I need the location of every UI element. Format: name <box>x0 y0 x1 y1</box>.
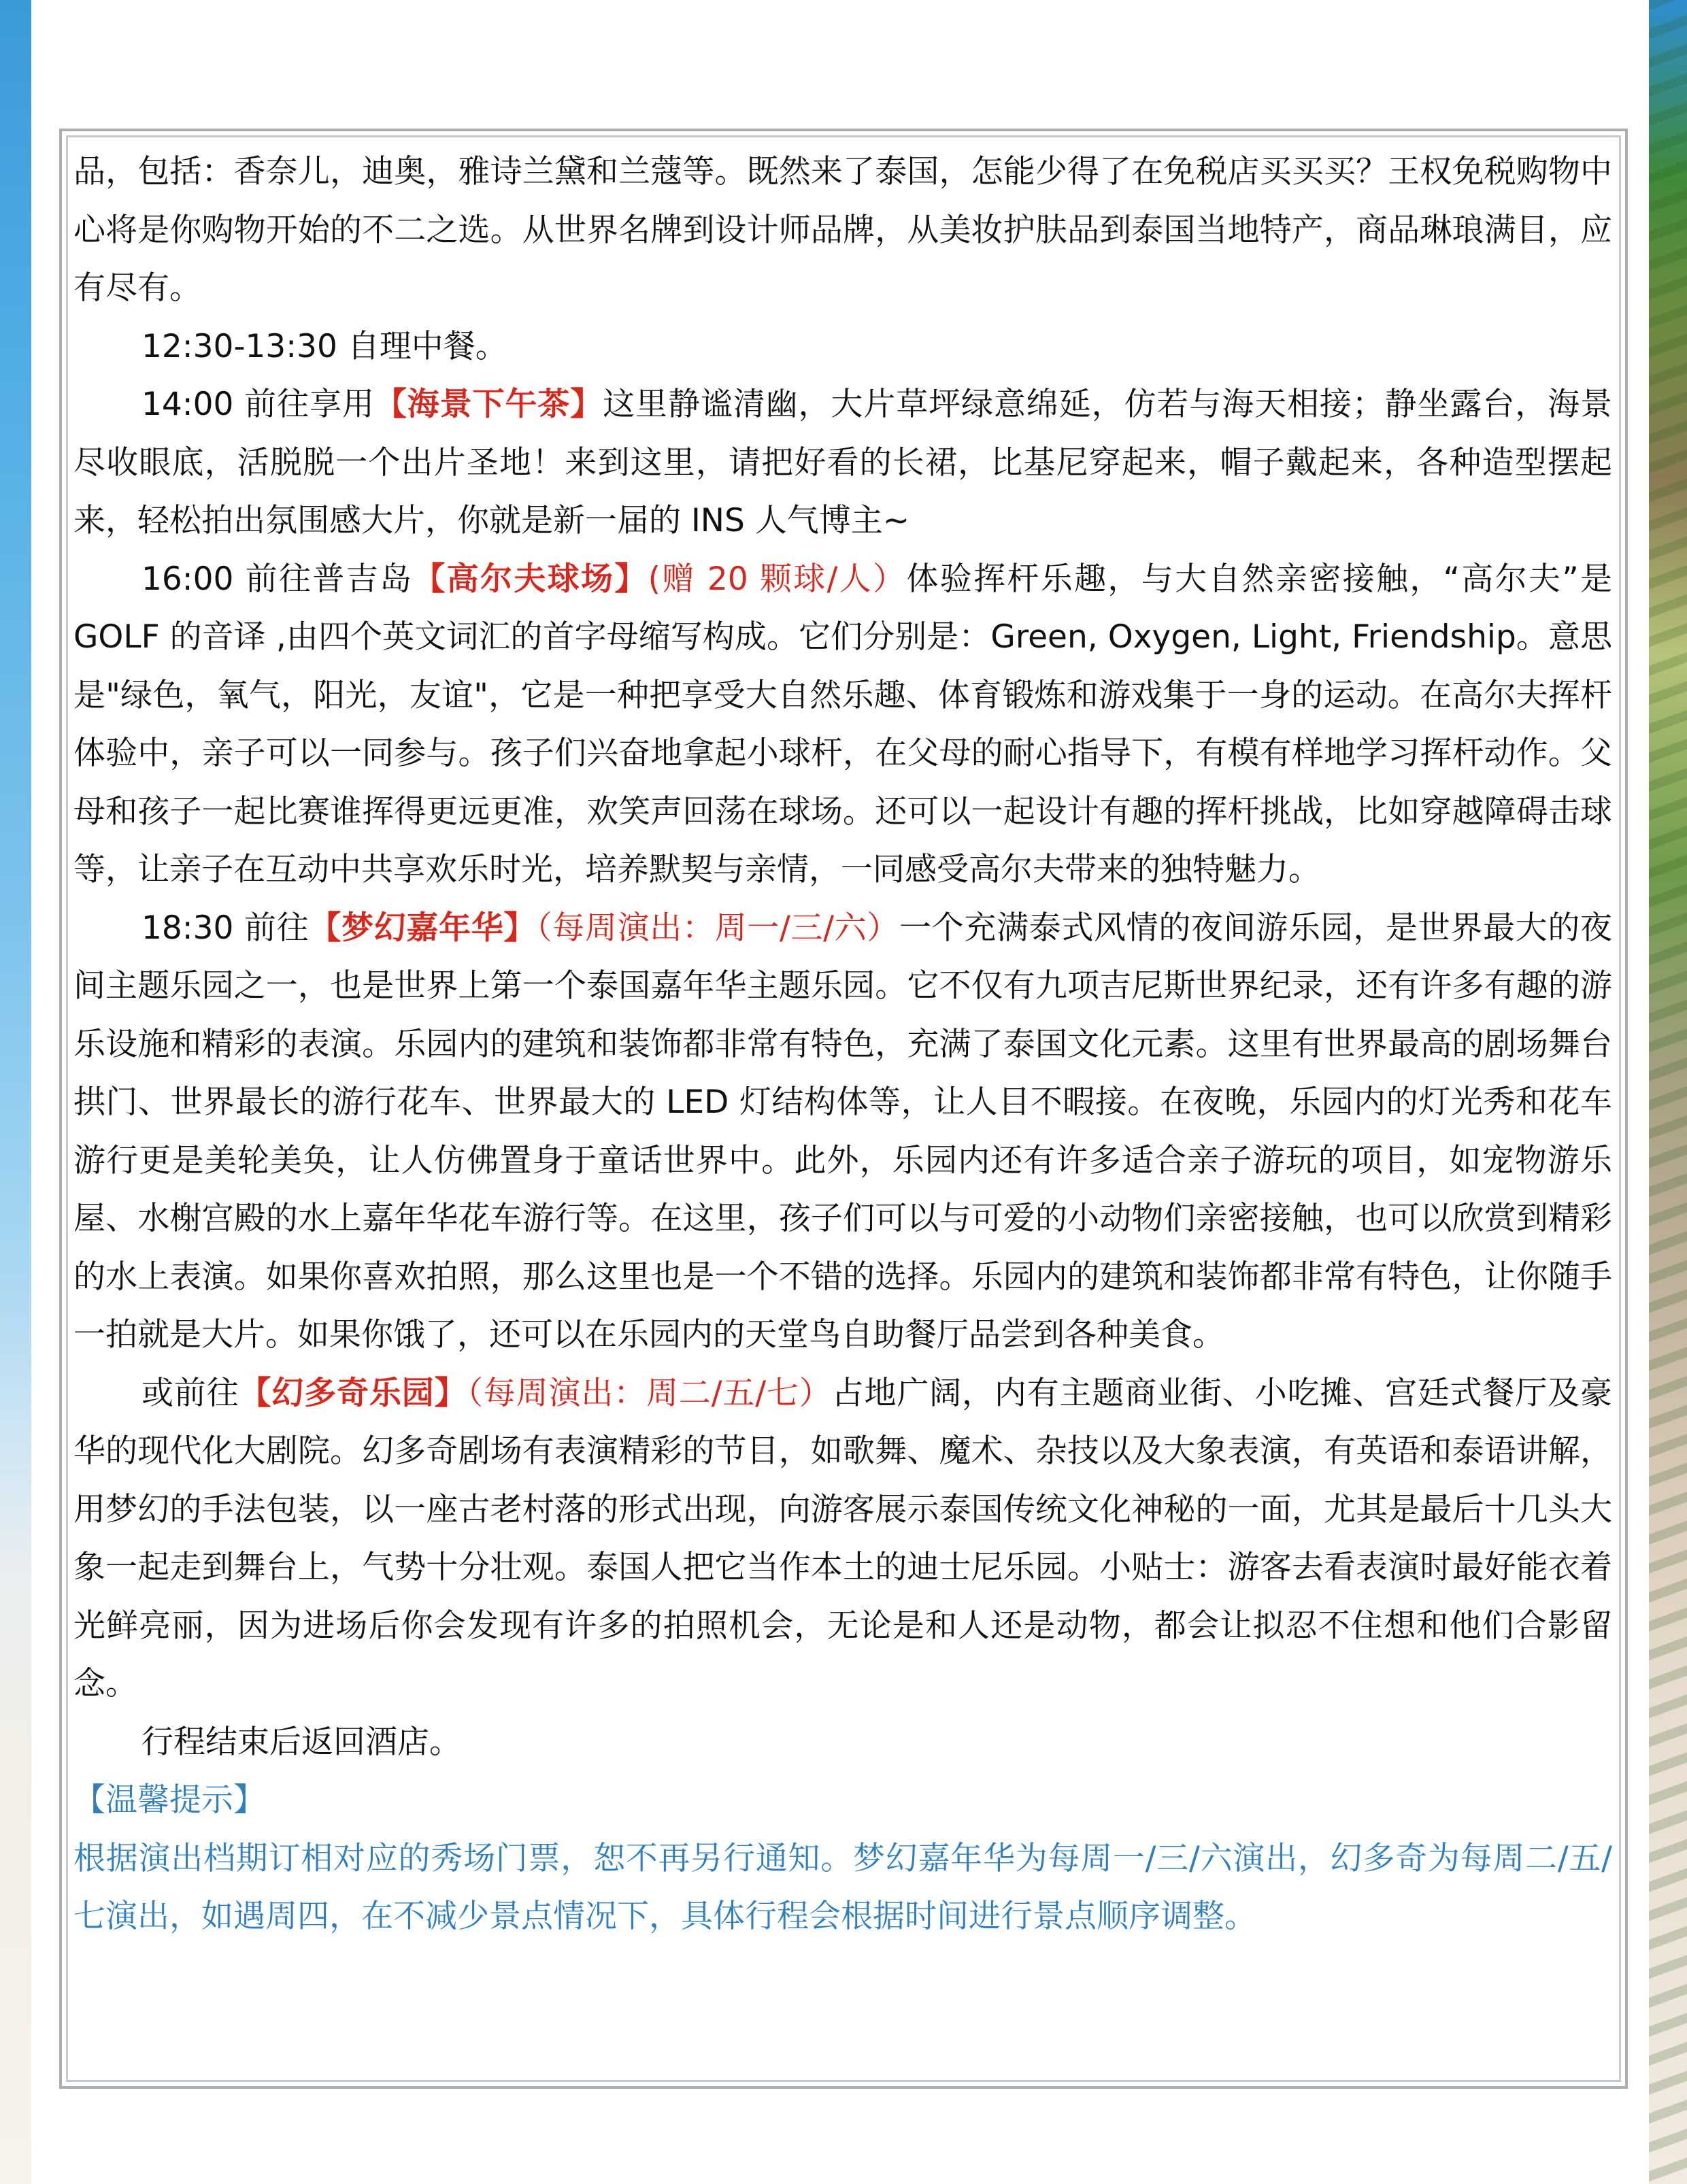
paragraph-return-hotel: 行程结束后返回酒店。 <box>141 1723 461 1761</box>
beach-strip-left <box>0 0 31 2184</box>
paragraph-shopping: 品，包括：香奈儿，迪奥，雅诗兰黛和兰蔻等。既然来了泰国，怎能少得了在免税店买买买？王权免税购物中心将是你购物开始的不二之选。从世界名牌到设计师品牌，从美妆护肤品到泰国当地特产，商品琳琅满目，应有尽有。 <box>73 153 1612 307</box>
highlight-afternoon-tea: 【海景下午茶】 <box>374 386 603 423</box>
paragraph-golf <box>73 550 1612 899</box>
paragraph-afternoon-tea <box>73 375 1612 550</box>
palm-strip-right <box>1649 0 1687 2184</box>
highlight-fantasea: 【幻多奇乐园】 <box>239 1374 467 1412</box>
paragraph-carnival <box>73 899 1612 1364</box>
time-lead: 18:30 前往 <box>141 909 310 947</box>
paragraph-lunch: 12:30-13:30 自理中餐。 <box>141 327 507 365</box>
carnival-note: （每周演出：周一/三/六） <box>536 909 899 947</box>
golf-note: (赠 20 颗球/人） <box>648 560 907 598</box>
golf-description: 体验挥杆乐趣，与大自然亲密接触，“高尔夫”是 GOLF 的音译 ,由四个英文词汇的首字母缩写构成。它们分别是：Green, Oxygen, Light, Friendship。意思是"绿色，氧气，阳光，友谊"，它是一种把享受大自然乐趣、体育锻炼和游戏集于一身的运动。在高尔夫挥杆体验中，亲子可以一同参与。孩子们兴奋地拿起小球杆，在父母的耐心指导下，有模有样地学习挥杆动作。父母和孩子一起比赛谁挥得更远更准，欢笑声回荡在球场。还可以一起设计有趣的挥杆挑战，比如穿越障碍击球等，让亲子在互动中共享欢乐时光，培养默契与亲情，一同感受高尔夫带来的独特魅力。 <box>73 560 1613 888</box>
fantasea-note: （每周演出：周二/五/七） <box>467 1374 832 1412</box>
paragraph-fantasea <box>73 1364 1612 1713</box>
highlight-carnival: 【梦幻嘉年华】 <box>309 909 537 947</box>
option-lead: 或前往 <box>141 1374 239 1412</box>
carnival-description: 一个充满泰式风情的夜间游乐园，是世界最大的夜间主题乐园之一，也是世界上第一个泰国嘉年华主题乐园。它不仅有九项吉尼斯世界纪录，还有许多有趣的游乐设施和精彩的表演。乐园内的建筑和装饰都非常有特色，充满了泰国文化元素。这里有世界最高的剧场舞台拱门、世界最长的游行花车、世界最大的 LED 灯结构体等，让人目不暇接。在夜晚，乐园内的灯光秀和花车游行更是美轮美奂，让人仿佛置身于童话世界中。此外，乐园内还有许多适合亲子游玩的项目，如宠物游乐屋、水榭宫殿的水上嘉年华花车游行等。在这里，孩子们可以与可爱的小动物们亲密接触，也可以欣赏到精彩的水上表演。如果你喜欢拍照，那么这里也是一个不错的选择。乐园内的建筑和装饰都非常有特色，让你随手一拍就是大片。如果你饿了，还可以在乐园内的天堂鸟自助餐厅品尝到各种美食。 <box>73 909 1613 1354</box>
highlight-golf: 【高尔夫球场】 <box>413 560 648 598</box>
afternoon-tea-description: 这里静谧清幽，大片草坪绿意绵延，仿若与海天相接；静坐露台，海景尽收眼底，活脱脱一个出片圣地！来到这里，请把好看的长裙，比基尼穿起来，帽子戴起来，各种造型摆起来，轻松拍出氛围感大片，你就是新一届的 INS 人气博主~ <box>73 386 1613 539</box>
time-lead: 14:00 前往享用 <box>141 386 375 423</box>
tips-heading: 【温馨提示】 <box>73 1781 265 1819</box>
tips-text: 根据演出档期订相对应的秀场门票，恕不再另行通知。梦幻嘉年华为每周一/三/六演出，幻多奇为每周二/五/七演出，如遇周四，在不减少景点情况下，具体行程会根据时间进行景点顺序调整。 <box>73 1839 1612 1935</box>
time-lead: 16:00 前往普吉岛 <box>141 560 414 598</box>
itinerary-content <box>73 143 1612 1946</box>
fantasea-description: 占地广阔，内有主题商业街、小吃摊、宫廷式餐厅及豪华的现代化大剧院。幻多奇剧场有表演精彩的节目，如歌舞、魔术、杂技以及大象表演，有英语和泰语讲解，用梦幻的手法包装，以一座古老村落的形式出现，向游客展示泰国传统文化神秘的一面，尤其是最后十几头大象一起走到舞台上，气势十分壮观。泰国人把它当作本土的迪士尼乐园。小贴士：游客去看表演时最好能衣着光鲜亮丽，因为进场后你会发现有许多的拍照机会，无论是和人还是动物，都会让拟忍不住想和他们合影留念。 <box>73 1374 1613 1702</box>
